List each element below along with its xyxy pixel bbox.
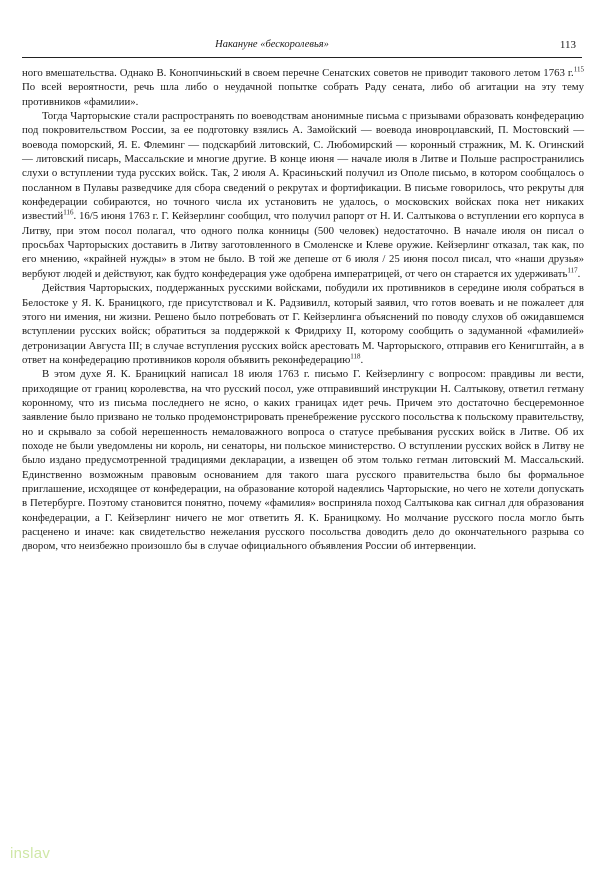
text-run: .	[360, 353, 364, 366]
paragraph	[22, 109, 584, 281]
footnote-ref: 115	[573, 65, 584, 74]
footnote-ref: 116	[63, 208, 74, 217]
footnote-ref: 117	[567, 266, 578, 275]
page-number: 113	[559, 39, 576, 51]
running-title: Накануне «бескоролевья»	[215, 39, 329, 50]
text-run: ного вмешательства. Однако В. Конопчиньский в своем перечне Сенатских советов не приводит такового летом 1763 г.	[22, 67, 574, 79]
text-run: .	[577, 267, 581, 280]
text-run: . 16/5 июня 1763 г. Г. Кейзерлинг сообщил, что получил рапорт от Н. И. Салтыкова о вступлении его корпуса в Литву, при этом посол полагал, что одного полка конницы (500 человек) недостаточно. В начале июля он писал о просьбах Чарторыских доставить в Литву заготовленного в Смоленске и Клеве оружие. Кейзерлинг отказал, так как, по его мнению, «крайней нужды» в этом не было. В той же депеше от 6 июля / 25 июня посол писал, что «наши друзья» вербуют людей и действуют, как будто конфедерация уже одобрена императрицей, от чего он старается их удерживать	[22, 210, 584, 280]
text-run: По всей вероятности, речь шла либо о неудачной попытке собрать Раду сената, либо об агитации на эту тему противников «фамилии».	[22, 81, 584, 108]
body-text	[22, 66, 584, 554]
text-run: В этом духе Я. К. Браницкий написал 18 июля 1763 г. письмо Г. Кейзерлингу с вопросом: правдивы ли вести, приходящие от границ королевства, на что русский посол, уже отправивший инструкции Н. Салтыкову, ответил гетману коронному, что из письма последнего не ясно, о каких границах идет речь. Причем это достаточно бесцеремонное заявление было призвано не только продемонстрировать пренебрежение русского посольства к польскому правительству, но и скрывало за собой нерешенность немаловажного вопроса о статусе пребывания русских войск в Литве. Об их походе не были уведомлены ни король, ни сенаторы, ни польское министерство. О вступлении русских войск в Литву не было издано предусмотренной традициями декларации, а извещен об этом только гетман литовский М. Массальский. Единственно возможным правовым основанием для такого шага русского правительства было бы формальное приглашение, исходящее от конфедерации, на образование которой надеялись Чарторыские, но чего не хотели допускать в Петербурге. Поэтому становится понятно, почему «фамилия» восприняла поход Салтыкова как сигнал для образования конфедерации, а Г. Кейзерлинг ничего не мог ответить Я. К. Браницкому. Но молчание русского посла могло быть расценено и иначе: как свидетельство нежелания русского посольства доводить дело до окончательного разрыва со двором, что неизбежно произошло бы в случае официального объявления России об интервенции.	[22, 368, 584, 553]
paragraph	[22, 281, 584, 367]
footnote-ref: 118	[350, 352, 361, 361]
text-run: Действия Чарторыских, поддержанных русскими войсками, побудили их противников в середине июля собраться в Белостоке у Я. К. Браницкого, где присутствовал и К. Радзивилл, который заявил, что готов воевать и не пожалеет для этого ни имения, ни жизни. Решено было потребовать от Г. Кейзерлинга объяснений по поводу слухов об ожидавшемся вступлении русских войск; обратиться за поддержкой к Фридриху II, которому сообщить о задуманной «фамилией» детронизации Августа III; в случае вступления русских войск арестовать М. Чарторыского, отправив его Кенигштайн, а в ответ на конфедерацию противников короля объявить реконфедерацию	[22, 282, 584, 366]
watermark-logo: inslav	[10, 845, 51, 862]
paragraph	[22, 66, 584, 109]
text-run: Тогда Чарторыские стали распространять по воеводствам анонимные письма с призывами образовать конфедерацию под покровительством России, за ее подготовку взялись А. Замойский — воевода иновроцлавский, П. Мостовский — воевода поморский, Я. Е. Флеминг — подскарбий литовский, С. Любомирский — коронный стражник, М. К. Огинский — литовский писарь, Массальские и многие другие. В конце июня — начале июля в Литве и Польше распространились слухи о вступлении туда русских войск. Так, 2 июля А. Красиньский получил из Ополе письмо, в котором сообщалось о посланном в Пулавы разведчике для сбора сведений о рекрутах и фортификации. В письме говорилось, что рекруты для конфедерации собираются, но точного числа их установить не удалось, о московских войсках пока нет никаких известий	[22, 110, 584, 223]
running-header	[22, 36, 582, 58]
paragraph	[22, 367, 584, 553]
